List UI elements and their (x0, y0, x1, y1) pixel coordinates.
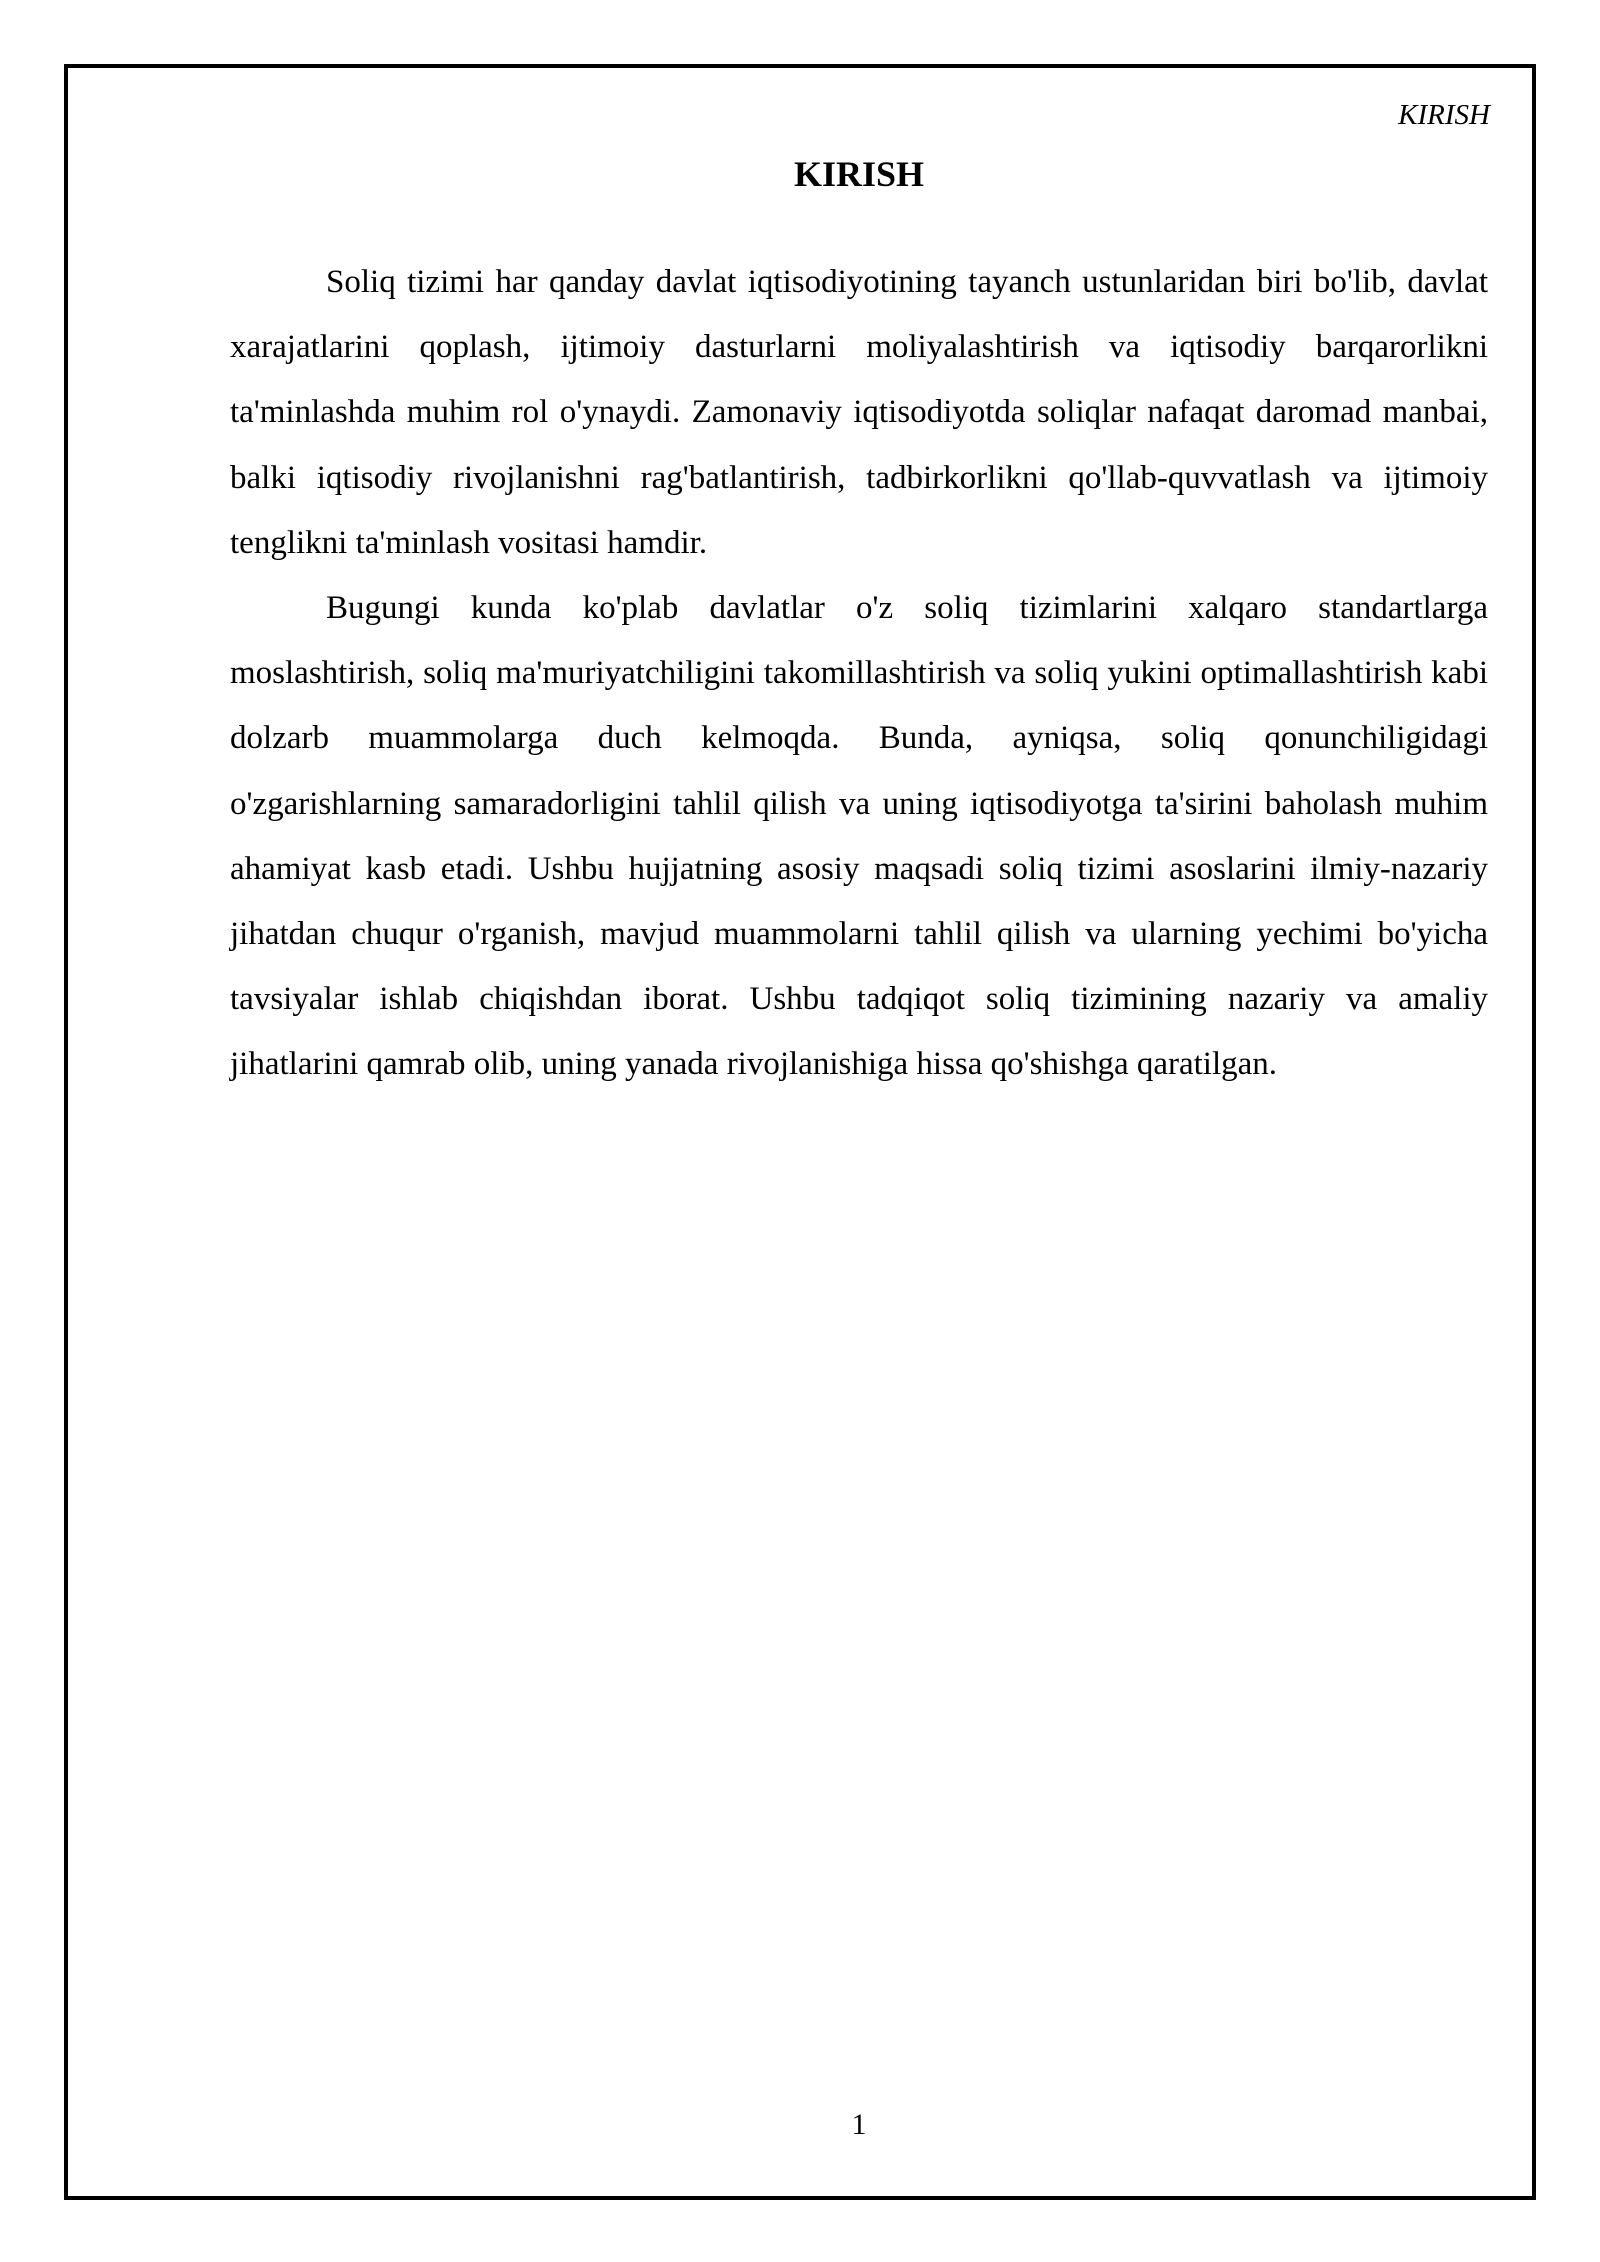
page-title: KIRISH (793, 154, 925, 194)
paragraph: Bugungi kunda ko'plab davlatlar o'z soliq tizimlarini xalqaro standartlarga moslashtirish, soliq ma'muriyatchiligini takomillashtirish va soliq yukini optimallashtirish kabi dolzarb muammolarga duch kelmoqda. Bunda, ayniqsa, soliq qonunchiligidagi o'zgarishlarning samaradorligini tahlil qilish va uning iqtisodiyotga ta'sirini baholash muhim ahamiyat kasb etadi. Ushbu hujjatning asosiy maqsadi soliq tizimi asoslarini ilmiy-nazariy jihatdan chuqur o'rganish, mavjud muammolarni tahlil qilish va ularning yechimi bo'yicha tavsiyalar ishlab chiqishdan iborat. Ushbu tadqiqot soliq tizimining nazariy va amaliy jihatlarini qamrab olib, uning yanada rivojlanishiga hissa qo'shishga qaratilgan. (230, 590, 1488, 1083)
paragraph: Soliq tizimi har qanday davlat iqtisodiyotining tayanch ustunlaridan biri bo'lib, davlat xarajatlarini qoplash, ijtimoiy dasturlarni moliyalashtirish va iqtisodiy barqarorlikni ta'minlashda muhim rol o'ynaydi. Zamonaviy iqtisodiyotda soliqlar nafaqat daromad manbai, balki iqtisodiy rivojlanishni rag'batlantirish, tadbirkorlikni qo'llab-quvvatlash va ijtimoiy tenglikni ta'minlash vositasi hamdir. (230, 264, 1488, 561)
running-header: KIRISH (1398, 99, 1490, 131)
page-number: 1 (851, 2108, 867, 2141)
body-text (230, 250, 1488, 1098)
